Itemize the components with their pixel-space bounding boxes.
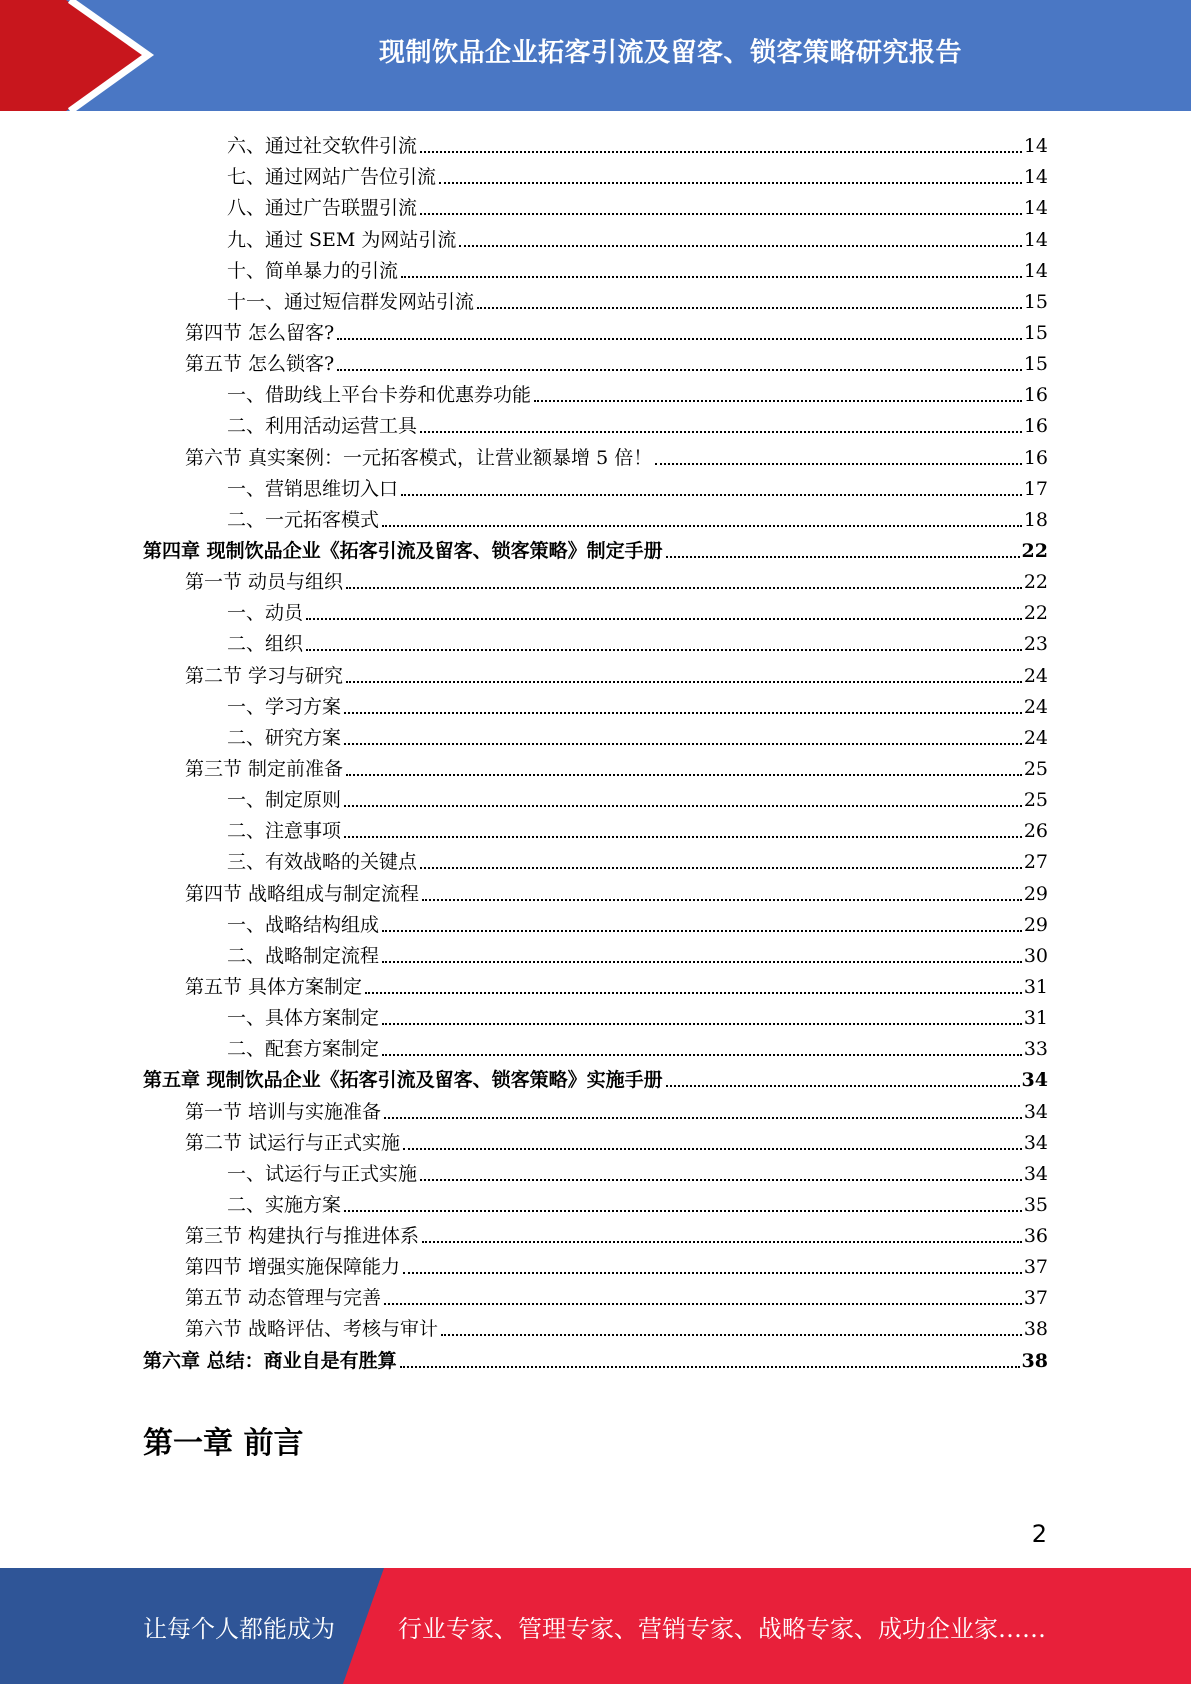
toc-entry-title: 第六节 战略评估、考核与审计 — [185, 1318, 439, 1341]
toc-entry[interactable] — [143, 625, 1048, 656]
toc-dot-leader — [306, 617, 1022, 620]
toc-dot-leader — [666, 1084, 1020, 1087]
toc-entry-title: 十、简单暴力的引流 — [227, 259, 399, 282]
toc-page-number: 14 — [1023, 166, 1048, 189]
toc-entry[interactable] — [143, 750, 1048, 781]
toc-dot-leader — [422, 1240, 1022, 1243]
toc-entry-title: 二、实施方案 — [227, 1193, 342, 1216]
toc-entry[interactable] — [143, 1310, 1048, 1341]
toc-entry-title: 二、注意事项 — [227, 820, 342, 843]
toc-page-number: 24 — [1023, 664, 1048, 687]
toc-page-number: 25 — [1023, 789, 1048, 812]
toc-entry-title: 一、具体方案制定 — [227, 1007, 380, 1030]
toc-dot-leader — [384, 1302, 1022, 1305]
toc-entry[interactable] — [143, 438, 1048, 469]
table-of-contents — [143, 127, 1048, 1373]
toc-entry-title: 二、组织 — [227, 633, 304, 656]
toc-page-number: 37 — [1023, 1287, 1048, 1310]
toc-dot-leader — [439, 181, 1022, 184]
footer-slogan-right: 行业专家、管理专家、营销专家、战略专家、成功企业家…… — [398, 1614, 1046, 1643]
toc-dot-leader — [420, 212, 1022, 215]
toc-page-number: 38 — [1023, 1318, 1048, 1341]
toc-entry[interactable] — [143, 1217, 1048, 1248]
toc-page-number: 27 — [1023, 851, 1048, 874]
toc-entry[interactable] — [143, 999, 1048, 1030]
toc-page-number: 24 — [1023, 726, 1048, 749]
page-header — [0, 0, 1191, 111]
toc-entry[interactable] — [143, 1124, 1048, 1155]
toc-dot-leader — [401, 493, 1022, 496]
toc-page-number: 16 — [1023, 384, 1048, 407]
toc-entry-title: 第五节 具体方案制定 — [185, 975, 363, 998]
toc-page-number: 24 — [1023, 695, 1048, 718]
toc-entry-title: 二、战略制定流程 — [227, 944, 380, 967]
toc-entry[interactable] — [143, 906, 1048, 937]
toc-entry-title: 第四节 怎么留客? — [185, 321, 335, 344]
toc-chapter-entry[interactable] — [143, 1341, 1048, 1372]
toc-dot-leader — [420, 1178, 1022, 1181]
toc-entry[interactable] — [143, 127, 1048, 158]
toc-page-number: 30 — [1023, 944, 1048, 967]
toc-chapter-entry[interactable] — [143, 1061, 1048, 1092]
toc-entry[interactable] — [143, 656, 1048, 687]
toc-entry-title: 二、研究方案 — [227, 726, 342, 749]
toc-dot-leader — [346, 680, 1022, 683]
toc-page-number: 31 — [1023, 975, 1048, 998]
toc-entry-title: 三、有效战略的关键点 — [227, 851, 418, 874]
toc-page-number: 18 — [1023, 508, 1048, 531]
document-title: 现制饮品企业拓客引流及留客、锁客策略研究报告 — [378, 37, 962, 68]
toc-entry[interactable] — [143, 345, 1048, 376]
toc-entry-title: 二、利用活动运营工具 — [227, 415, 418, 438]
toc-page-number: 15 — [1023, 353, 1048, 376]
toc-entry[interactable] — [143, 283, 1048, 314]
toc-entry-title: 一、试运行与正式实施 — [227, 1162, 418, 1185]
toc-entry[interactable] — [143, 252, 1048, 283]
toc-entry-title: 第六节 真实案例：一元拓客模式，让营业额暴增 5 倍！ — [185, 446, 653, 469]
toc-entry[interactable] — [143, 314, 1048, 345]
toc-entry-title: 第五节 动态管理与完善 — [185, 1287, 382, 1310]
toc-entry-title: 一、制定原则 — [227, 789, 342, 812]
toc-dot-leader — [534, 399, 1022, 402]
toc-page-number: 31 — [1023, 1007, 1048, 1030]
toc-page-number: 22 — [1023, 571, 1048, 594]
toc-entry[interactable] — [143, 594, 1048, 625]
toc-page-number: 34 — [1023, 1162, 1048, 1185]
toc-page-number: 15 — [1023, 321, 1048, 344]
toc-page-number: 34 — [1023, 1100, 1048, 1123]
toc-page-number: 17 — [1023, 477, 1048, 500]
toc-dot-leader — [666, 555, 1020, 558]
toc-dot-leader — [477, 306, 1022, 309]
toc-entry-title: 八、通过广告联盟引流 — [227, 197, 418, 220]
toc-entry-title: 一、动员 — [227, 602, 304, 625]
toc-page-number: 14 — [1023, 228, 1048, 251]
toc-entry-title: 二、配套方案制定 — [227, 1038, 380, 1061]
page-number: 2 — [1031, 1520, 1047, 1548]
toc-entry-title: 第六章 总结：商业自是有胜算 — [143, 1349, 397, 1372]
toc-entry-title: 一、营销思维切入口 — [227, 477, 399, 500]
toc-entry[interactable] — [143, 158, 1048, 189]
toc-dot-leader — [420, 150, 1022, 153]
toc-page-number: 14 — [1023, 135, 1048, 158]
toc-entry[interactable] — [143, 843, 1048, 874]
toc-page-number: 37 — [1023, 1256, 1048, 1279]
toc-entry[interactable] — [143, 937, 1048, 968]
toc-entry[interactable] — [143, 1092, 1048, 1123]
toc-entry[interactable] — [143, 874, 1048, 905]
toc-entry-title: 一、战略结构组成 — [227, 913, 380, 936]
toc-entry-title: 十一、通过短信群发网站引流 — [227, 290, 475, 313]
toc-dot-leader — [403, 1271, 1022, 1274]
toc-page-number: 29 — [1023, 913, 1048, 936]
toc-entry-title: 九、通过 SEM 为网站引流 — [227, 228, 457, 251]
toc-entry[interactable] — [143, 407, 1048, 438]
toc-chapter-entry[interactable] — [143, 532, 1048, 563]
toc-entry-title: 第四节 战略组成与制定流程 — [185, 882, 420, 905]
page-footer — [0, 1568, 1191, 1684]
toc-entry-title: 第四节 增强实施保障能力 — [185, 1256, 401, 1279]
toc-entry[interactable] — [143, 688, 1048, 719]
toc-entry-title: 第三节 制定前准备 — [185, 757, 344, 780]
toc-entry[interactable] — [143, 812, 1048, 843]
toc-page-number: 26 — [1023, 820, 1048, 843]
toc-dot-leader — [655, 462, 1022, 465]
toc-dot-leader — [382, 929, 1022, 932]
toc-dot-leader — [401, 275, 1022, 278]
toc-entry[interactable] — [143, 968, 1048, 999]
toc-page-number: 34 — [1023, 1131, 1048, 1154]
toc-entry[interactable] — [143, 501, 1048, 532]
toc-page-number: 33 — [1023, 1038, 1048, 1061]
toc-page-number: 23 — [1023, 633, 1048, 656]
toc-page-number: 35 — [1023, 1193, 1048, 1216]
chapter-heading: 第一章 前言 — [143, 1426, 304, 1461]
toc-entry[interactable] — [143, 1030, 1048, 1061]
toc-entry[interactable] — [143, 1155, 1048, 1186]
toc-dot-leader — [344, 742, 1022, 745]
toc-entry-title: 第四章 现制饮品企业《拓客引流及留客、锁客策略》制定手册 — [143, 539, 663, 562]
toc-entry[interactable] — [143, 1279, 1048, 1310]
toc-dot-leader — [441, 1333, 1022, 1336]
toc-dot-leader — [420, 866, 1022, 869]
toc-entry[interactable] — [143, 1186, 1048, 1217]
toc-page-number: 15 — [1023, 290, 1048, 313]
toc-page-number: 14 — [1023, 197, 1048, 220]
toc-page-number: 22 — [1021, 539, 1048, 562]
toc-entry-title: 第三节 构建执行与推进体系 — [185, 1225, 420, 1248]
toc-page-number: 14 — [1023, 259, 1048, 282]
toc-dot-leader — [337, 337, 1022, 340]
toc-entry[interactable] — [143, 719, 1048, 750]
toc-page-number: 16 — [1023, 415, 1048, 438]
toc-dot-leader — [382, 960, 1022, 963]
toc-dot-leader — [400, 1365, 1020, 1368]
toc-entry-title: 第二节 学习与研究 — [185, 664, 344, 687]
toc-dot-leader — [382, 1053, 1022, 1056]
toc-dot-leader — [382, 524, 1022, 527]
toc-entry[interactable] — [143, 470, 1048, 501]
toc-dot-leader — [344, 1209, 1022, 1212]
toc-entry-title: 第二节 试运行与正式实施 — [185, 1131, 401, 1154]
toc-dot-leader — [346, 773, 1022, 776]
toc-entry-title: 一、学习方案 — [227, 695, 342, 718]
toc-entry[interactable] — [143, 220, 1048, 251]
toc-page-number: 25 — [1023, 757, 1048, 780]
toc-entry-title: 第五节 怎么锁客? — [185, 353, 335, 376]
toc-dot-leader — [337, 368, 1022, 371]
toc-dot-leader — [403, 1147, 1022, 1150]
toc-page-number: 34 — [1021, 1069, 1048, 1092]
toc-dot-leader — [459, 244, 1021, 247]
toc-page-number: 36 — [1023, 1225, 1048, 1248]
toc-entry[interactable] — [143, 563, 1048, 594]
toc-entry-title: 二、一元拓客模式 — [227, 508, 380, 531]
toc-page-number: 22 — [1023, 602, 1048, 625]
toc-entry-title: 第一节 动员与组织 — [185, 571, 344, 594]
toc-dot-leader — [346, 586, 1022, 589]
toc-dot-leader — [382, 1022, 1022, 1025]
toc-entry-title: 七、通过网站广告位引流 — [227, 166, 437, 189]
toc-entry[interactable] — [143, 781, 1048, 812]
toc-dot-leader — [344, 804, 1022, 807]
toc-page-number: 38 — [1021, 1349, 1048, 1372]
toc-dot-leader — [365, 991, 1022, 994]
toc-entry-title: 第一节 培训与实施准备 — [185, 1100, 382, 1123]
toc-dot-leader — [344, 711, 1022, 714]
toc-entry-title: 第五章 现制饮品企业《拓客引流及留客、锁客策略》实施手册 — [143, 1069, 663, 1092]
toc-dot-leader — [384, 1116, 1022, 1119]
toc-dot-leader — [422, 898, 1022, 901]
footer-slogan-left: 让每个人都能成为 — [143, 1614, 335, 1643]
toc-dot-leader — [420, 430, 1022, 433]
toc-dot-leader — [344, 835, 1022, 838]
toc-dot-leader — [306, 648, 1022, 651]
toc-entry[interactable] — [143, 189, 1048, 220]
toc-entry-title: 六、通过社交软件引流 — [227, 135, 418, 158]
toc-entry[interactable] — [143, 1248, 1048, 1279]
toc-page-number: 16 — [1023, 446, 1048, 469]
toc-page-number: 29 — [1023, 882, 1048, 905]
toc-entry-title: 一、借助线上平台卡券和优惠券功能 — [227, 384, 532, 407]
toc-entry[interactable] — [143, 376, 1048, 407]
